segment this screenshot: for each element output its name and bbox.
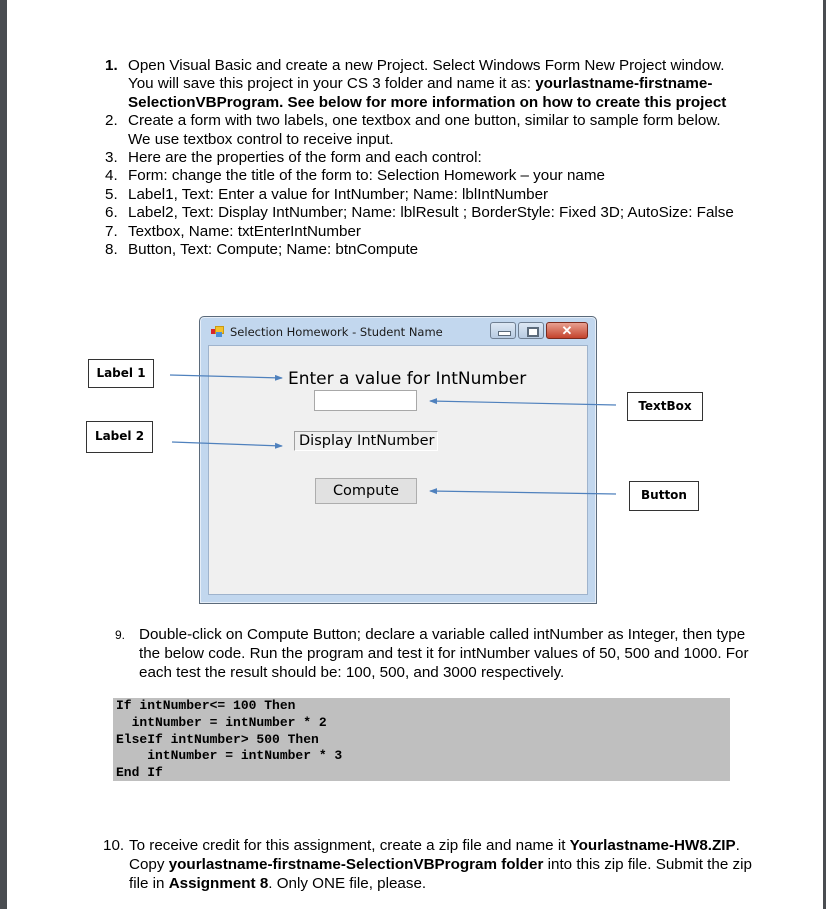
item-number: 3. bbox=[105, 149, 118, 167]
instruction-item-2 bbox=[105, 112, 745, 149]
maximize-icon[interactable] bbox=[518, 322, 544, 339]
minimize-icon[interactable] bbox=[490, 322, 516, 339]
instruction-item-3 bbox=[105, 149, 745, 167]
item-number: 10. bbox=[103, 837, 125, 854]
item-number: 4. bbox=[105, 167, 118, 185]
item-text: Here are the properties of the form and each control: bbox=[128, 149, 482, 167]
callout-label2: Label 2 bbox=[86, 421, 153, 453]
code-line: End If bbox=[116, 765, 163, 781]
instruction-item-7 bbox=[105, 223, 745, 241]
instruction-item-10 bbox=[103, 836, 769, 893]
item-text: Label2, Text: Display IntNumber; Name: lblResult ; BorderStyle: Fixed 3D; AutoSize: False bbox=[128, 204, 734, 222]
item-number: 7. bbox=[105, 222, 118, 240]
instruction-item-9 bbox=[115, 625, 769, 682]
callout-textbox: TextBox bbox=[627, 392, 703, 421]
item-text: Button, Text: Compute; Name: btnCompute bbox=[128, 241, 419, 259]
item-text: . Copy bbox=[129, 837, 740, 873]
form-app-icon bbox=[211, 326, 223, 338]
window-controls bbox=[490, 322, 588, 340]
enter-int-number-textbox[interactable] bbox=[314, 390, 417, 411]
instruction-list bbox=[105, 57, 745, 259]
form-window-title: Selection Homework - Student Name bbox=[230, 325, 443, 339]
viewer-edge-left bbox=[0, 0, 7, 909]
item-number: 6. bbox=[105, 204, 118, 222]
item-text: To receive credit for this assignment, create a zip file and name it bbox=[129, 837, 570, 854]
item-text: into this zip file. Submit the zip file in bbox=[129, 856, 752, 892]
callout-button: Button bbox=[629, 481, 699, 511]
instruction-item-6 bbox=[105, 204, 745, 222]
zip-name: Yourlastname-HW8.ZIP bbox=[569, 837, 736, 854]
item-number: 1. bbox=[105, 57, 118, 74]
compute-button[interactable]: Compute bbox=[315, 478, 417, 504]
callout-label1: Label 1 bbox=[88, 359, 154, 388]
instruction-item-4 bbox=[105, 167, 745, 185]
item-text-bold: yourlastname-firstname-SelectionVBProgram. See below for more information on how to create this project bbox=[128, 75, 727, 111]
item-text: Form: change the title of the form to: Selection Homework – your name bbox=[128, 167, 605, 185]
item-number: 5. bbox=[105, 185, 118, 203]
item-text: Label1, Text: Enter a value for IntNumber; Name: lblIntNumber bbox=[128, 185, 549, 203]
label-result: Display IntNumber bbox=[294, 431, 438, 451]
instruction-item-1 bbox=[105, 57, 745, 112]
code-line: intNumber = intNumber * 2 bbox=[116, 714, 327, 730]
item-text: Create a form with two labels, one textbox and one button, similar to sample form below. We use textbox control to receive input. bbox=[128, 112, 721, 148]
instruction-item-5 bbox=[105, 186, 745, 204]
item-number: 2. bbox=[105, 112, 118, 130]
instruction-item-8 bbox=[105, 241, 745, 259]
code-line: intNumber = intNumber * 3 bbox=[116, 748, 343, 764]
code-line: ElseIf intNumber> 500 Then bbox=[116, 731, 319, 747]
sample-form-window bbox=[199, 316, 597, 604]
item-text: Double-click on Compute Button; declare a variable called intNumber as Integer, then type the below code. Run the program and test it for intNumber values of 50, 500 and 1000. For each test the result should be: 100, 500, and 3000 respectively. bbox=[139, 626, 749, 681]
item-text: Open Visual Basic and create a new Project. Select Windows Form New Project window. You will save this project in your CS 3 folder and name it as: bbox=[128, 57, 725, 93]
item-number: 9. bbox=[115, 628, 126, 642]
item-number: 8. bbox=[105, 241, 118, 259]
code-block bbox=[113, 698, 730, 781]
item-text: Textbox, Name: txtEnterIntNumber bbox=[128, 222, 361, 240]
folder-name: yourlastname-firstname-SelectionVBProgram folder bbox=[168, 856, 544, 873]
assignment-name: Assignment 8 bbox=[168, 875, 269, 892]
label-int-number: Enter a value for IntNumber bbox=[288, 369, 527, 389]
item-text: . Only ONE file, please. bbox=[268, 875, 427, 892]
code-line: If intNumber<= 100 Then bbox=[116, 698, 296, 713]
close-icon[interactable]: ✕ bbox=[546, 322, 588, 339]
